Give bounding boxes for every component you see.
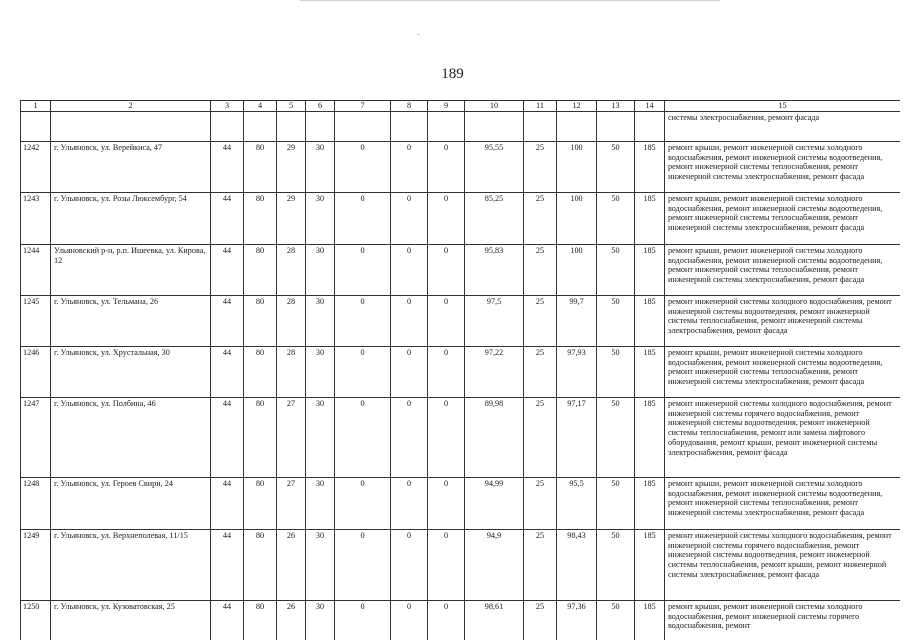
works-cell: ремонт инженерной системы холодного водоснабжения, ремонт инженерной системы горячего водоснабжения, ремонт инженерной системы водоотведения, ремонт инженерной системы теплоснабжения, ремонт крыши, ремонт инженерной системы электроснабжения, ремонт фасада	[665, 529, 901, 600]
table-cell	[21, 111, 51, 141]
value-cell: 44	[211, 244, 244, 295]
value-cell: 50	[597, 192, 635, 244]
value-cell: 89,98	[465, 397, 524, 477]
value-cell: 185	[635, 192, 665, 244]
value-cell: 0	[391, 600, 428, 640]
column-header: 7	[335, 101, 391, 112]
row-number: 1244	[21, 244, 51, 295]
value-cell: 0	[391, 477, 428, 529]
address-cell: г. Ульяновск, ул. Кузоватовская, 25	[51, 600, 211, 640]
value-cell: 97,22	[465, 346, 524, 397]
value-cell: 28	[277, 244, 306, 295]
value-cell: 30	[306, 397, 335, 477]
value-cell: 30	[306, 244, 335, 295]
value-cell: 0	[335, 600, 391, 640]
value-cell: 50	[597, 397, 635, 477]
value-cell: 25	[524, 600, 557, 640]
table-cell	[335, 111, 391, 141]
value-cell: 25	[524, 346, 557, 397]
value-cell: 185	[635, 141, 665, 192]
value-cell: 44	[211, 477, 244, 529]
address-cell: г. Ульяновск, ул. Полбина, 46	[51, 397, 211, 477]
value-cell: 29	[277, 141, 306, 192]
value-cell: 0	[335, 529, 391, 600]
value-cell: 85,25	[465, 192, 524, 244]
value-cell: 30	[306, 529, 335, 600]
value-cell: 0	[391, 141, 428, 192]
table-row	[21, 529, 901, 600]
table-row	[21, 141, 901, 192]
table-cell	[211, 111, 244, 141]
value-cell: 80	[244, 192, 277, 244]
table-row	[21, 192, 901, 244]
value-cell: 80	[244, 397, 277, 477]
value-cell: 50	[597, 244, 635, 295]
table-cell	[51, 111, 211, 141]
address-cell: г. Ульяновск, ул. Героев Свири, 24	[51, 477, 211, 529]
table-row	[21, 397, 901, 477]
value-cell: 80	[244, 295, 277, 346]
column-header: 14	[635, 101, 665, 112]
table-row	[21, 244, 901, 295]
value-cell: 50	[597, 141, 635, 192]
value-cell: 30	[306, 141, 335, 192]
value-cell: 95,83	[465, 244, 524, 295]
works-cell: ремонт крыши, ремонт инженерной системы холодного водоснабжения, ремонт инженерной системы водоотведения, ремонт инженерной системы теплоснабжения, ремонт инженерной системы электроснабжения, ремонт фасада	[665, 477, 901, 529]
works-cell: ремонт крыши, ремонт инженерной системы холодного водоснабжения, ремонт инженерной системы водоотведения, ремонт инженерной системы теплоснабжения, ремонт инженерной системы электроснабжения, ремонт фасада	[665, 192, 901, 244]
column-header: 5	[277, 101, 306, 112]
value-cell: 0	[428, 295, 465, 346]
value-cell: 94,99	[465, 477, 524, 529]
value-cell: 0	[428, 141, 465, 192]
value-cell: 27	[277, 477, 306, 529]
value-cell: 25	[524, 397, 557, 477]
works-cell: ремонт крыши, ремонт инженерной системы холодного водоснабжения, ремонт инженерной системы горячего водоснабжения, ремонт	[665, 600, 901, 640]
table-cell	[428, 111, 465, 141]
value-cell: 0	[428, 477, 465, 529]
table-cell	[306, 111, 335, 141]
value-cell: 97,5	[465, 295, 524, 346]
value-cell: 50	[597, 529, 635, 600]
value-cell: 50	[597, 346, 635, 397]
value-cell: 25	[524, 192, 557, 244]
value-cell: 95,55	[465, 141, 524, 192]
table-row	[21, 477, 901, 529]
value-cell: 0	[335, 295, 391, 346]
column-header: 1	[21, 101, 51, 112]
value-cell: 94,9	[465, 529, 524, 600]
table-cell	[524, 111, 557, 141]
address-cell: г. Ульяновск, ул. Верейкиса, 47	[51, 141, 211, 192]
row-number: 1250	[21, 600, 51, 640]
value-cell: 44	[211, 529, 244, 600]
value-cell: 95,5	[557, 477, 597, 529]
value-cell: 185	[635, 244, 665, 295]
column-header: 9	[428, 101, 465, 112]
value-cell: 80	[244, 529, 277, 600]
address-cell: г. Ульяновск, ул. Верхнеполевая, 11/15	[51, 529, 211, 600]
value-cell: 50	[597, 600, 635, 640]
table-cell	[597, 111, 635, 141]
value-cell: 98,61	[465, 600, 524, 640]
value-cell: 98,43	[557, 529, 597, 600]
value-cell: 25	[524, 141, 557, 192]
value-cell: 0	[428, 346, 465, 397]
value-cell: 29	[277, 192, 306, 244]
row-number: 1246	[21, 346, 51, 397]
value-cell: 0	[428, 397, 465, 477]
value-cell: 80	[244, 346, 277, 397]
value-cell: 26	[277, 600, 306, 640]
row-number: 1249	[21, 529, 51, 600]
address-cell: г. Ульяновск, ул. Розы Люксембург, 54	[51, 192, 211, 244]
value-cell: 0	[391, 295, 428, 346]
value-cell: 0	[391, 192, 428, 244]
value-cell: 99,7	[557, 295, 597, 346]
continuation-row	[21, 111, 901, 141]
table-wrapper	[20, 100, 900, 640]
column-header: 15	[665, 101, 901, 112]
table-row	[21, 346, 901, 397]
scan-artifact-dot	[417, 34, 420, 35]
table-cell	[244, 111, 277, 141]
value-cell: 97,36	[557, 600, 597, 640]
value-cell: 25	[524, 477, 557, 529]
value-cell: 80	[244, 477, 277, 529]
value-cell: 25	[524, 295, 557, 346]
value-cell: 25	[524, 244, 557, 295]
table-cell	[635, 111, 665, 141]
column-header: 13	[597, 101, 635, 112]
address-cell: Ульяновский р-н, р.п. Ишеевка, ул. Кирова, 12	[51, 244, 211, 295]
row-number: 1242	[21, 141, 51, 192]
value-cell: 100	[557, 192, 597, 244]
value-cell: 25	[524, 529, 557, 600]
value-cell: 44	[211, 295, 244, 346]
value-cell: 30	[306, 600, 335, 640]
works-cell: ремонт инженерной системы холодного водоснабжения, ремонт инженерной системы водоотведения, ремонт инженерной системы теплоснабжения, ремонт инженерной системы электроснабжения, ремонт фасада	[665, 295, 901, 346]
value-cell: 0	[335, 477, 391, 529]
column-header: 4	[244, 101, 277, 112]
value-cell: 28	[277, 346, 306, 397]
table-row	[21, 295, 901, 346]
column-header: 11	[524, 101, 557, 112]
value-cell: 0	[428, 192, 465, 244]
works-cell: ремонт крыши, ремонт инженерной системы холодного водоснабжения, ремонт инженерной системы водоотведения, ремонт инженерной системы теплоснабжения, ремонт инженерной системы электроснабжения, ремонт фасада	[665, 346, 901, 397]
works-cell: ремонт крыши, ремонт инженерной системы холодного водоснабжения, ремонт инженерной системы водоотведения, ремонт инженерной системы теплоснабжения, ремонт инженерной системы электроснабжения, ремонт фасада	[665, 141, 901, 192]
value-cell: 185	[635, 529, 665, 600]
row-number: 1248	[21, 477, 51, 529]
value-cell: 50	[597, 477, 635, 529]
value-cell: 44	[211, 600, 244, 640]
value-cell: 28	[277, 295, 306, 346]
column-header: 12	[557, 101, 597, 112]
value-cell: 97,93	[557, 346, 597, 397]
row-number: 1243	[21, 192, 51, 244]
value-cell: 44	[211, 192, 244, 244]
value-cell: 0	[335, 141, 391, 192]
value-cell: 30	[306, 346, 335, 397]
value-cell: 26	[277, 529, 306, 600]
value-cell: 0	[335, 346, 391, 397]
value-cell: 30	[306, 477, 335, 529]
value-cell: 0	[428, 600, 465, 640]
value-cell: 97,17	[557, 397, 597, 477]
value-cell: 100	[557, 141, 597, 192]
column-header: 6	[306, 101, 335, 112]
value-cell: 185	[635, 397, 665, 477]
works-cell: ремонт крыши, ремонт инженерной системы холодного водоснабжения, ремонт инженерной системы водоотведения, ремонт инженерной системы теплоснабжения, ремонт инженерной системы электроснабжения, ремонт фасада	[665, 244, 901, 295]
value-cell: 0	[391, 244, 428, 295]
value-cell: 80	[244, 600, 277, 640]
value-cell: 44	[211, 141, 244, 192]
table-cell	[391, 111, 428, 141]
value-cell: 50	[597, 295, 635, 346]
column-header: 8	[391, 101, 428, 112]
table-cell	[465, 111, 524, 141]
scan-artifact-top	[300, 0, 720, 1]
value-cell: 44	[211, 346, 244, 397]
value-cell: 100	[557, 244, 597, 295]
value-cell: 0	[391, 529, 428, 600]
value-cell: 0	[428, 244, 465, 295]
address-cell: г. Ульяновск, ул. Тельмана, 26	[51, 295, 211, 346]
value-cell: 0	[391, 346, 428, 397]
row-number: 1245	[21, 295, 51, 346]
value-cell: 0	[335, 244, 391, 295]
value-cell: 80	[244, 244, 277, 295]
value-cell: 185	[635, 600, 665, 640]
table-cell	[557, 111, 597, 141]
value-cell: 0	[335, 397, 391, 477]
value-cell: 30	[306, 192, 335, 244]
value-cell: 185	[635, 346, 665, 397]
value-cell: 30	[306, 295, 335, 346]
table-row	[21, 600, 901, 640]
value-cell: 27	[277, 397, 306, 477]
value-cell: 80	[244, 141, 277, 192]
value-cell: 185	[635, 477, 665, 529]
column-header: 10	[465, 101, 524, 112]
header-row	[21, 101, 901, 112]
column-header: 2	[51, 101, 211, 112]
value-cell: 0	[335, 192, 391, 244]
value-cell: 185	[635, 295, 665, 346]
table-cell	[277, 111, 306, 141]
address-cell: г. Ульяновск, ул. Хрустальная, 30	[51, 346, 211, 397]
column-header: 3	[211, 101, 244, 112]
continuation-works: системы электроснабжения, ремонт фасада	[665, 111, 901, 141]
value-cell: 0	[428, 529, 465, 600]
value-cell: 44	[211, 397, 244, 477]
repair-program-table	[20, 100, 900, 640]
row-number: 1247	[21, 397, 51, 477]
works-cell: ремонт инженерной системы холодного водоснабжения, ремонт инженерной системы горячего водоснабжения, ремонт инженерной системы водоотведения, ремонт инженерной системы теплоснабжения, ремонт или замена лифтового оборудования, ремонт крыши, ремонт инженерной системы электроснабжения, ремонт фасада	[665, 397, 901, 477]
value-cell: 0	[391, 397, 428, 477]
page-number: 189	[441, 66, 464, 82]
